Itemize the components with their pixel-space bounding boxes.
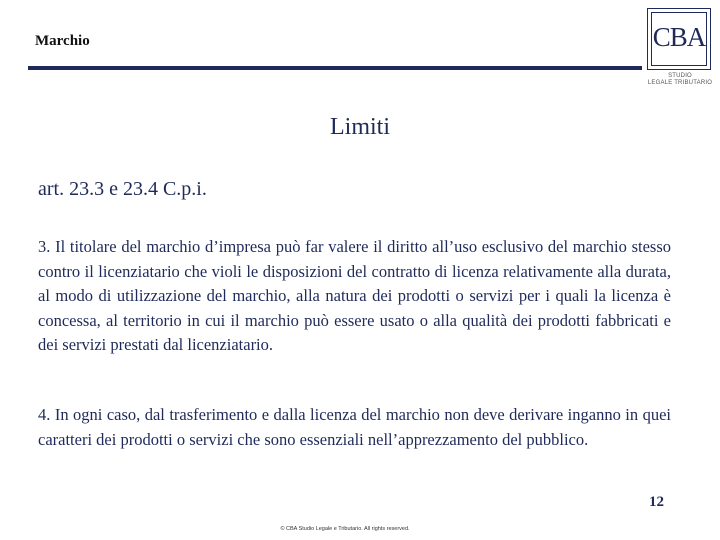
copyright-footer: © CBA Studio Legale e Tributario. All rights reserved. [280,526,410,532]
logo-wordmark: CBA [652,22,706,52]
logo-subtitle [647,73,713,87]
cba-logo [647,8,713,90]
page-number: 12 [649,494,664,510]
slide-subtitle: art. 23.3 e 23.4 C.p.i. [38,178,207,200]
paragraph-article-23-3: 3. Il titolare del marchio d’impresa può far valere il diritto all’uso esclusivo del marchio stesso contro il licenziatario che violi le disposizioni del contratto di licenza relativamente alla durata, al modo di utilizzazione del marchio, alla natura dei prodotti o servizi per i quali la licenza è concessa, al territorio in cui il marchio può essere usato o alla qualità dei prodotti fabbricati e dei servizi prestati dal licenziatario. [38,237,671,354]
logo-subtitle-line1: STUDIO [668,73,692,79]
paragraph-article-23-4: 4. In ogni caso, dal trasferimento e dalla licenza del marchio non deve derivare inganno in quei caratteri dei prodotti o servizi che sono essenziali nell’apprezzamento del pubblico. [38,405,671,449]
logo-subtitle-line2: LEGALE TRIBUTARIO [647,80,713,86]
header-divider [28,66,642,70]
section-title: Marchio [35,33,90,49]
slide-title: Limiti [330,114,390,140]
